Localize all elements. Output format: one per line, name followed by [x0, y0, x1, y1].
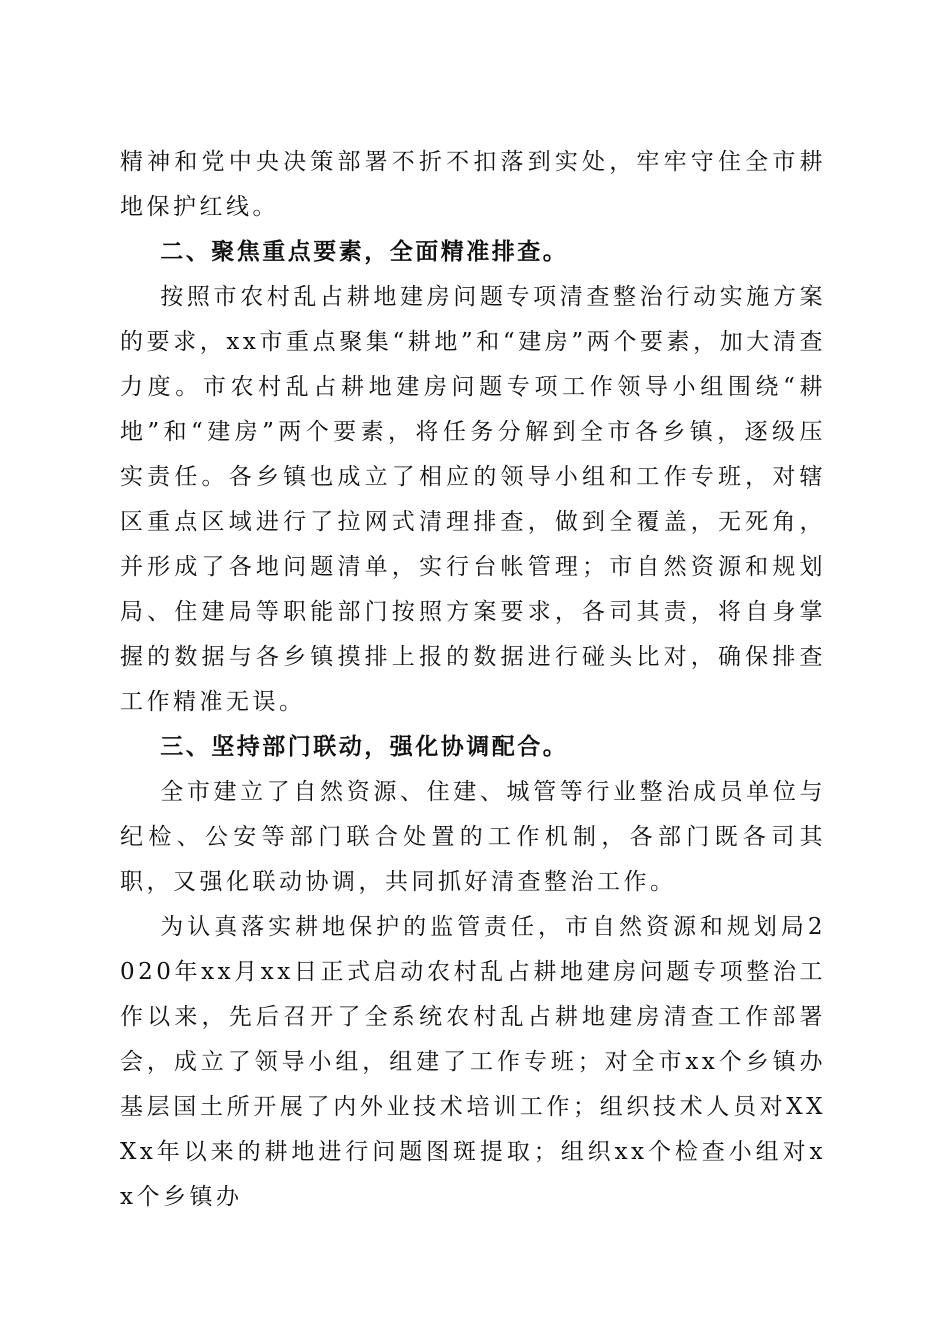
paragraph-section-2: 按照市农村乱占耕地建房问题专项清查整治行动实施方案的要求，xx市重点聚集“耕地”和“建房”两个要素，加大清查力度。市农村乱占耕地建房问题专项工作领导小组围绕“耕地”和“建房”两个要素，将任务分解到全市各乡镇，逐级压实责任。各乡镇也成立了相应的领导小组和工作专班，对辖区重点区域进行了拉网式清理排查，做到全覆盖，无死角，并形成了各地问题清单，实行台帐管理；市自然资源和规划局、住建局等职能部门按照方案要求，各司其责，将自身掌握的数据与各乡镇摸排上报的数据进行碰头比对，确保排查工作精准无误。 — [120, 284, 826, 715]
paragraph-section-3-b: 为认真落实耕地保护的监管责任，市自然资源和规划局2020年xx月xx日正式启动农村乱占耕地建房问题专项整治工作以来，先后召开了全系统农村乱占耕地建房清查工作部署会，成立了领导小组，组建了工作专班；对全市xx个乡镇办基层国土所开展了内外业技术培训工作；组织技术人员对XXXx年以来的耕地进行问题图斑提取；组织xx个检查小组对xx个乡镇办 — [120, 914, 826, 1210]
section-heading-2: 二、聚焦重点要素，全面精准排查。 — [160, 239, 569, 265]
section-heading-3: 三、坚持部门联动，强化协调配合。 — [160, 734, 569, 760]
paragraph-continuation: 精神和党中央决策部署不折不扣落到实处，牢牢守住全市耕地保护红线。 — [120, 149, 826, 220]
document-body — [120, 140, 826, 1220]
paragraph-section-3-a: 全市建立了自然资源、住建、城管等行业整治成员单位与纪检、公安等部门联合处置的工作机制，各部门既各司其职，又强化联动协调，共同抓好清查整治工作。 — [120, 779, 826, 895]
